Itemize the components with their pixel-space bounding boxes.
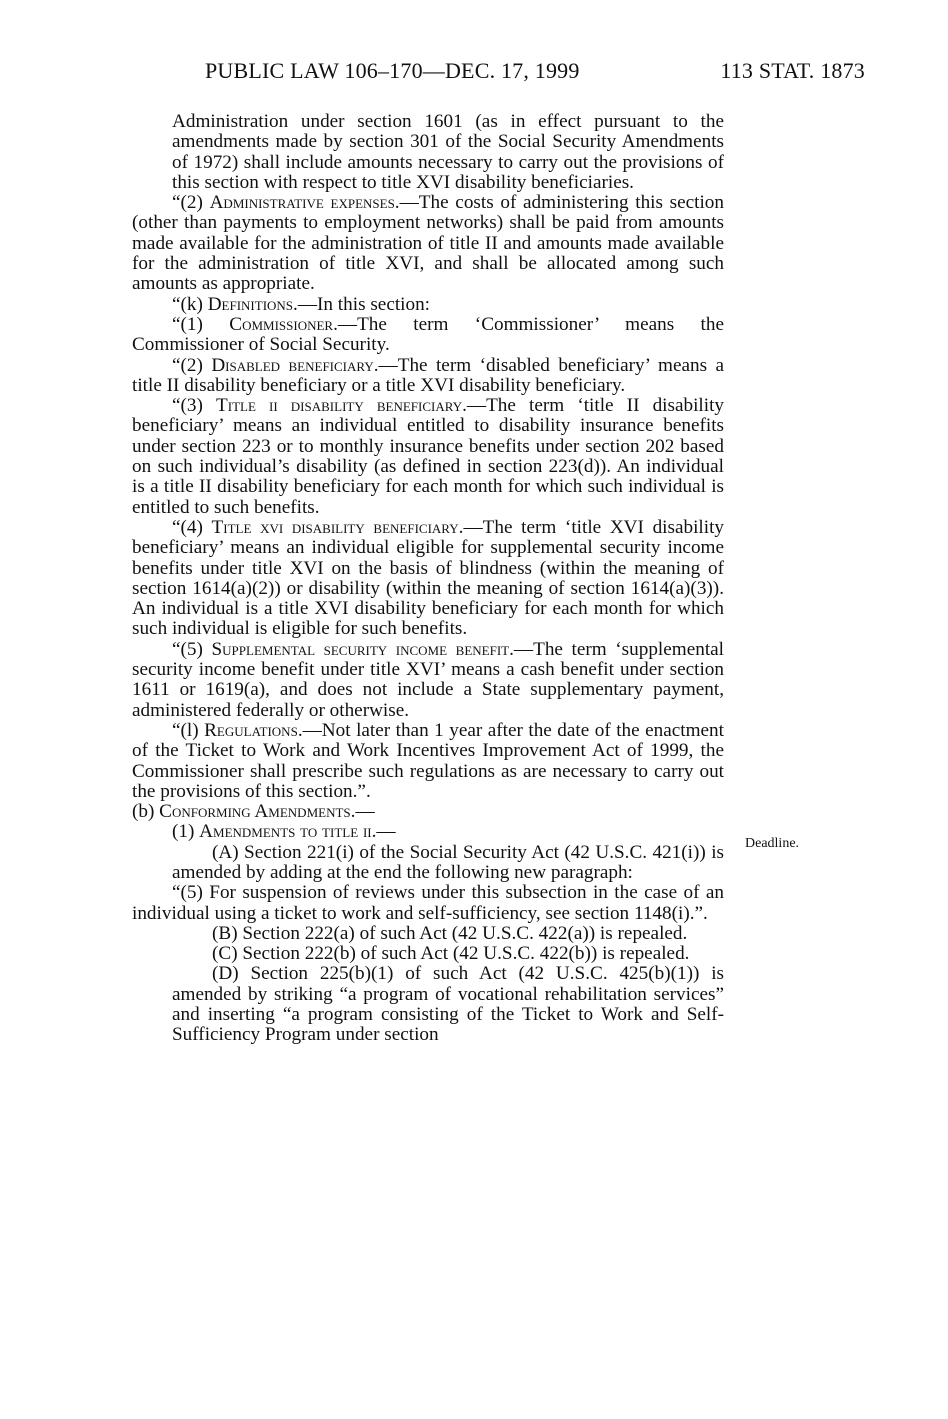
paragraph-heading: Commissioner [229, 313, 334, 335]
paragraph [132, 822, 724, 842]
paragraph-text: “(l) [172, 719, 205, 741]
paragraph-heading: Supplemental security income benefit [211, 638, 510, 660]
paragraph-text: (b) [132, 801, 160, 823]
paragraph-heading: Administrative expenses [209, 192, 395, 214]
paragraph-text: “(1) [172, 313, 230, 335]
paragraph-heading: Definitions [207, 293, 294, 315]
paragraph-text: .—The term ‘supplemental security income benefit under title XVI’ means a cash benefit under section 1611 or 1619(a), and does not include a State supplementary payment, administered federally or otherwise. [132, 638, 724, 721]
paragraph-text: “(2) [172, 354, 212, 376]
paragraph [132, 802, 724, 822]
paragraph-text: (D) Section 225(b)(1) of such Act (42 U.S.C. 425(b)(1)) is amended by striking “a program of vocational rehabilitation services” and inserting “a program consisting of the Ticket to Work and Self-Sufficiency Program under section [172, 963, 724, 1046]
paragraph-text: .—The term ‘title XVI disability beneficiary’ means an individual eligible for supplemental security income benefits under title XVI on the basis of blindness (within the meaning of section 1614(a)(2)) or disability (within the meaning of section 1614(a)(3)). An individual is a title XVI disability beneficiary for each month for which such individual is eligible for such benefits. [132, 516, 724, 640]
paragraph-heading: Title ii disability beneficiary [216, 395, 463, 417]
paragraph-text: .—The term ‘title II disability beneficiary’ means an individual entitled to disability insurance benefits under section 223 or to monthly insurance benefits under section 202 based on such individual’s disability (as defined in section 223(d)). An individual is a title II disability beneficiary for each month for which such individual is entitled to such benefits. [132, 395, 724, 518]
paragraph-text: .—In this section: [293, 293, 431, 315]
paragraph [132, 315, 724, 356]
paragraph [132, 112, 724, 193]
header-page-number: 113 STAT. 1873 [720, 58, 865, 83]
paragraph [132, 356, 724, 397]
paragraph-text: .—The term ‘disabled beneficiary’ means a title II disability beneficiary or a title XVI disability beneficiary. [132, 354, 724, 396]
paragraph-text: .— [350, 801, 375, 823]
statute-text [132, 112, 724, 1046]
paragraph-text: “(5) For suspension of reviews under this subsection in the case of an individual using a ticket to work and self-sufficiency, see section 1148(i).”. [132, 882, 724, 924]
paragraph-text: “(5) [172, 638, 212, 660]
paragraph [132, 295, 724, 315]
paragraph-text: Administration under section 1601 (as in effect pursuant to the amendments made by section 301 of the Social Security Amendments of 1972) shall include amounts necessary to carry out the provisions of this section with respect to title XVI disability beneficiaries. [172, 111, 724, 193]
paragraph-text: .—The term ‘Commissioner’ means the Commissioner of Social Security. [132, 313, 724, 356]
paragraph-text: (B) Section 222(a) of such Act (42 U.S.C. 422(a)) is repealed. [212, 922, 688, 944]
paragraph-text: (A) Section 221(i) of the Social Security Act (42 U.S.C. 421(i)) is amended by adding at the end the following new paragraph: [172, 841, 724, 883]
paragraph [132, 518, 724, 640]
paragraph-heading: Regulations [204, 719, 298, 741]
paragraph-text: “(k) [172, 293, 208, 315]
paragraph [132, 944, 724, 964]
paragraph [132, 843, 724, 884]
paragraph-text: .—Not later than 1 year after the date of the enactment of the Ticket to Work and Work Incentives Improvement Act of 1999, the Commissioner shall prescribe such regulations as are necessary to carry out the provisions of this section.”. [132, 719, 724, 802]
paragraph [132, 640, 724, 721]
header-law-citation: PUBLIC LAW 106–170—DEC. 17, 1999 [205, 58, 580, 83]
paragraph-text: .— [371, 821, 396, 843]
paragraph-heading: Title xvi disability beneficiary [211, 516, 459, 538]
paragraph-heading: Disabled beneficiary [211, 354, 374, 376]
paragraph-text: (1) [172, 821, 200, 843]
paragraph-text: “(4) [172, 516, 212, 538]
paragraph [132, 924, 724, 944]
paragraph-heading: Conforming Amendments [159, 801, 351, 823]
paragraph [132, 396, 724, 518]
paragraph [132, 721, 724, 802]
paragraph-text: .—The costs of administering this section (other than payments to employment networks) shall be paid from amounts made available for the administration of title II and amounts made available for the administration of title XVI, and shall be allocated among such amounts as appropriate. [132, 192, 724, 295]
paragraph-text: “(3) [172, 395, 217, 417]
paragraph [132, 883, 724, 924]
paragraph [132, 964, 724, 1045]
margin-note-deadline: Deadline. [745, 836, 800, 851]
paragraph-text: (C) Section 222(b) of such Act (42 U.S.C. 422(b)) is repealed. [212, 943, 690, 965]
paragraph-heading: Amendments to title ii [199, 821, 372, 843]
paragraph [132, 193, 724, 294]
paragraph-text: “(2) [172, 192, 210, 214]
